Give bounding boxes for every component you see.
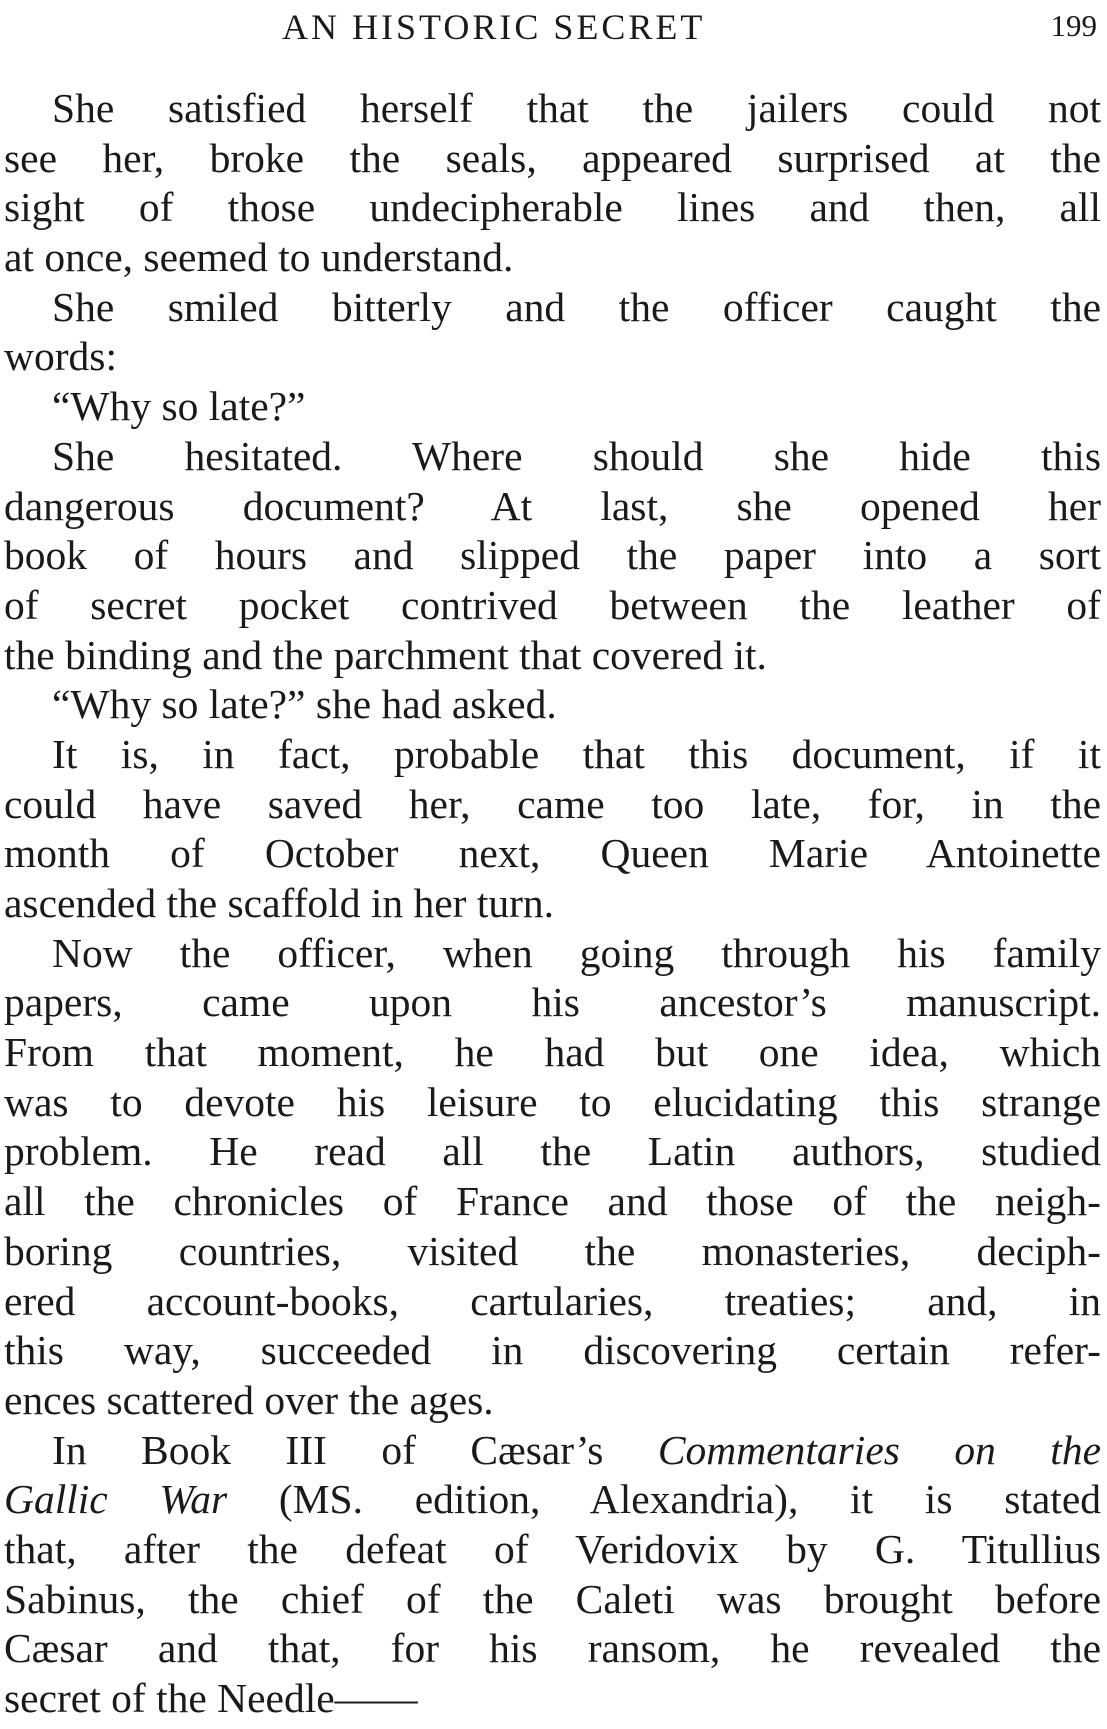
running-title: AN HISTORIC SECRET [282, 7, 706, 47]
page-number: 199 [1050, 8, 1097, 43]
text-line: She hesitated. Where should she hide this [52, 432, 1101, 479]
text-line: month of October next, Queen Marie Antoinette [4, 830, 1101, 877]
text-line: that, after the defeat of Veridovix by G. Titullius [4, 1525, 1101, 1572]
text-line [4, 1426, 1101, 1476]
text-line: could have saved her, came too late, for, in the [4, 780, 1101, 827]
running-header [0, 0, 1107, 55]
text-line: “Why so late?” she had asked. [52, 681, 557, 728]
text-line: Now the officer, when going through his family [52, 929, 1101, 976]
text-segment: In Book III of Cæsar’s [52, 1426, 604, 1473]
text-line: She smiled bitterly and the officer caught the [52, 283, 1101, 330]
book-title-italic: Gallic War [4, 1476, 228, 1523]
text-line: boring countries, visited the monasteries, deciph- [4, 1227, 1101, 1274]
text-line [4, 1475, 1101, 1525]
book-title-italic: Commentaries on the [657, 1426, 1102, 1473]
text-segment: (MS. edition, Alexandria), it is stated [278, 1476, 1102, 1523]
text-line: ered account-books, cartularies, treaties; and, in [4, 1277, 1101, 1324]
text-line: see her, broke the seals, appeared surprised at the [4, 134, 1101, 181]
text-line: secret of the Needle—— [4, 1675, 418, 1721]
text-line: papers, came upon his ancestor’s manuscript. [4, 979, 1101, 1026]
text-line: From that moment, he had but one idea, which [4, 1029, 1101, 1076]
text-line: She satisfied herself that the jailers could not [52, 85, 1101, 131]
page-body [4, 84, 1101, 1724]
text-line: problem. He read all the Latin authors, studied [4, 1128, 1101, 1175]
text-line: at once, seemed to understand. [4, 234, 514, 281]
text-line: book of hours and slipped the paper into a sort [4, 532, 1101, 579]
text-line: ences scattered over the ages. [4, 1376, 494, 1423]
text-line: this way, succeeded in discovering certain refer- [4, 1327, 1101, 1374]
text-line: “Why so late?” [52, 383, 306, 430]
text-line: was to devote his leisure to elucidating this strange [4, 1078, 1101, 1125]
text-line: Cæsar and that, for his ransom, he revealed the [4, 1625, 1101, 1672]
text-line: of secret pocket contrived between the leather of [4, 581, 1101, 628]
text-line: sight of those undecipherable lines and then, all [4, 184, 1101, 231]
text-line: It is, in fact, probable that this document, if it [52, 730, 1101, 777]
text-line: dangerous document? At last, she opened her [4, 482, 1101, 529]
text-line: Sabinus, the chief of the Caleti was brought before [4, 1575, 1101, 1622]
text-line: all the chronicles of France and those of the neigh- [4, 1178, 1101, 1225]
text-line: words: [4, 333, 117, 380]
text-line: ascended the scaffold in her turn. [4, 880, 555, 926]
text-line: the binding and the parchment that covered it. [4, 631, 767, 678]
